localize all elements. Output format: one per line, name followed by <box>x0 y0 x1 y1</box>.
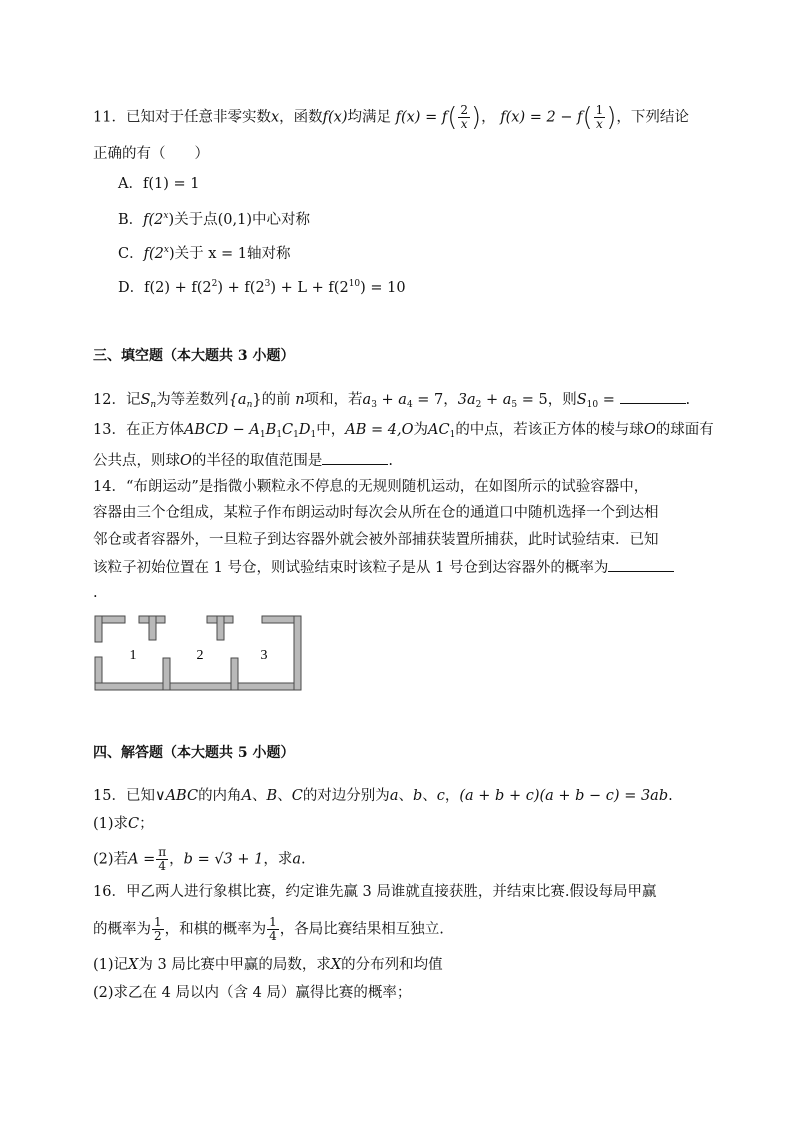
math: O <box>401 422 414 438</box>
q16-fraction-1 <box>152 916 164 943</box>
wall-t1-stem <box>149 616 156 640</box>
denominator: x <box>460 117 468 131</box>
math: AB = 4, <box>345 422 402 438</box>
text: 为等差数列 <box>156 392 229 408</box>
paren-close: ) <box>606 102 617 133</box>
wall-div2-lower <box>231 658 238 690</box>
math: ABCD − A <box>183 422 260 438</box>
q11-text: 均满足 <box>347 109 391 126</box>
option-text: )关于点(0,1)中心对称 <box>168 212 311 228</box>
q15-fraction <box>156 846 168 873</box>
math: S <box>576 392 587 408</box>
q15-part1 <box>93 814 154 834</box>
math: } <box>252 392 262 408</box>
wall-div1-lower <box>163 658 170 690</box>
sup: x <box>163 245 169 255</box>
math: C <box>282 422 294 438</box>
text: (2)若 <box>93 851 129 868</box>
text: 的内角 <box>198 788 242 804</box>
sub: 1 <box>449 430 456 440</box>
sub: 2 <box>475 400 482 410</box>
text: ，和棋的概率为 <box>164 921 267 938</box>
q13-answer-blank <box>322 450 388 465</box>
sub: 1 <box>259 430 266 440</box>
math: a <box>292 851 302 868</box>
sup: 3 <box>264 279 271 289</box>
q11-stem-line1 <box>93 104 689 131</box>
q15-line1 <box>93 786 673 806</box>
math: ) + L + f(2 <box>270 280 349 296</box>
text: 为 <box>413 422 428 438</box>
q14-line1: 14．“布朗运动”是指微小颗粒永不停息的无规则随机运动，在如图所示的试验容器中， <box>93 479 649 495</box>
room-label-3: 3 <box>260 648 268 663</box>
text: 、 <box>398 788 413 804</box>
math: b <box>412 788 423 804</box>
q16-part1 <box>93 955 443 975</box>
q16-part2: (2)求乙在 4 局以内（含 4 局）赢得比赛的概率； <box>93 985 412 1001</box>
denominator: 4 <box>158 859 167 873</box>
q16-fraction-2 <box>267 916 279 943</box>
math: S <box>140 392 151 408</box>
paren-close: ) <box>471 102 482 133</box>
text: ， <box>443 392 458 408</box>
room-label-1: 1 <box>129 648 137 663</box>
math: O <box>643 422 656 438</box>
sub: 4 <box>406 400 413 410</box>
text: 、 <box>252 788 267 804</box>
q11-var: x <box>270 109 280 126</box>
math: ) = 10 <box>360 280 406 296</box>
math: + a <box>481 392 512 408</box>
text: 公共点，则球 <box>93 453 180 469</box>
sub: 1 <box>293 430 299 440</box>
q14-answer-blank <box>608 557 674 572</box>
numerator: 1 <box>154 915 162 929</box>
wall-t2-stem <box>217 616 224 640</box>
text: (1)记 <box>93 957 129 973</box>
math: 3a <box>457 392 476 408</box>
text: 、 <box>422 788 437 804</box>
text: 12．记 <box>93 392 141 408</box>
q11-option-b <box>118 206 310 230</box>
q12-line <box>93 389 690 415</box>
math: A = <box>128 851 156 868</box>
text: ， <box>444 788 460 804</box>
math: C <box>128 816 140 832</box>
q11-stem-line2: 正确的有（ ） <box>93 146 209 162</box>
text: 的前 <box>261 392 291 408</box>
q11-text: ，下列结论 <box>616 109 689 126</box>
math: f(2 <box>143 246 164 262</box>
text: 的中点，若该正方体的棱与球 <box>455 422 644 438</box>
section4-title: 四、解答题（本大题共 5 小题） <box>93 745 295 761</box>
option-text: )关于 x = 1轴对称 <box>168 246 291 262</box>
text: 项和，若 <box>304 392 363 408</box>
separator: ， <box>481 109 496 126</box>
text: ，求 <box>263 851 293 868</box>
q11-option-d <box>118 274 406 298</box>
q14-line5: . <box>93 585 98 601</box>
numerator: 1 <box>269 915 277 929</box>
q13-line2 <box>93 450 393 471</box>
math: A <box>241 788 253 804</box>
text: 为 3 局比赛中甲赢的局数，求 <box>138 957 331 973</box>
text: 13．在正方体 <box>93 422 184 438</box>
text: 的球面有 <box>655 422 714 438</box>
section3-title: 三、填空题（本大题共 3 小题） <box>93 348 295 364</box>
q11-option-a: A．f(1) = 1 <box>118 176 200 192</box>
q16-line2 <box>93 916 444 943</box>
option-label: B． <box>118 212 144 228</box>
q12-answer-blank <box>620 389 686 404</box>
sub: 5 <box>511 400 518 410</box>
denominator: 4 <box>269 929 277 943</box>
math: n <box>295 392 305 408</box>
paren-open: ( <box>582 102 593 133</box>
math: a <box>362 392 372 408</box>
math: = 7 <box>412 392 444 408</box>
math: ∨ABC <box>154 788 199 804</box>
text: 的对边分别为 <box>302 788 390 804</box>
q14-line3: 邻仓或者容器外，一旦粒子到达容器外就会被外部捕获装置所捕获，此时试验结束．已知 <box>93 532 659 548</box>
text: ； <box>139 816 154 832</box>
wall-bottom <box>95 683 301 690</box>
option-label: C． <box>118 246 144 262</box>
sub: n <box>150 400 157 410</box>
q16-line1: 16．甲乙两人进行象棋比赛，约定谁先赢 3 局谁就直接获胜，并结束比赛.假设每局甲赢 <box>93 884 657 900</box>
q11-text: ，函数 <box>279 109 323 126</box>
text: 的分布列和均值 <box>341 957 443 973</box>
container-figure <box>92 613 304 693</box>
math: a <box>389 788 399 804</box>
math: f(2 <box>143 212 164 228</box>
math: c <box>436 788 445 804</box>
room-label-2: 2 <box>196 648 204 663</box>
q11-eq2-lhs: f(x) = 2 − f <box>500 109 583 126</box>
math: X <box>128 957 139 973</box>
q11-text: 11．已知对于任意非零实数 <box>93 109 271 126</box>
math: D <box>298 422 311 438</box>
q14-line4 <box>93 557 674 578</box>
text: 的半径的取值范围是 <box>191 453 323 469</box>
text: 的概率为 <box>93 921 151 938</box>
denominator: x <box>596 117 603 131</box>
text: . <box>668 788 673 804</box>
math: {a <box>228 392 247 408</box>
q15-part2 <box>93 846 306 873</box>
text: ，则 <box>547 392 577 408</box>
math: O <box>180 453 192 469</box>
denominator: 2 <box>154 929 162 943</box>
numerator: 1 <box>595 103 604 117</box>
q11-eq1-fraction <box>458 104 470 131</box>
math: (a + b + c)(a + b − c) = 3ab <box>459 788 669 804</box>
math: = 5 <box>517 392 548 408</box>
q13-line1 <box>93 420 714 445</box>
math: ) + f(2 <box>217 280 265 296</box>
text: . <box>388 453 393 469</box>
sup: x <box>163 211 169 221</box>
sub: 3 <box>371 400 377 410</box>
q14-line2: 容器由三个仓组成，某粒子作布朗运动时每次会从所在仓的通道口中随机选择一个到达相 <box>93 505 659 521</box>
math: b = √3 + 1 <box>183 851 264 868</box>
text: 中， <box>316 422 346 438</box>
q11-eq2-fraction <box>594 104 606 131</box>
q11-option-c <box>118 240 290 264</box>
text: . <box>301 851 306 868</box>
text: 、 <box>277 788 292 804</box>
math: + a <box>376 392 407 408</box>
q11-fx: f(x) <box>322 109 348 126</box>
q11-eq1-lhs: f(x) = f <box>395 109 448 126</box>
numerator: π <box>158 845 167 859</box>
text: (1)求 <box>93 816 129 832</box>
math: D．f(2) + f(2 <box>118 280 212 296</box>
sub: 1 <box>310 430 317 440</box>
wall-right <box>294 616 301 690</box>
math: B <box>266 788 278 804</box>
sub: n <box>246 400 253 410</box>
math: C <box>291 788 303 804</box>
sub: 1 <box>276 430 283 440</box>
math: AC <box>428 422 450 438</box>
text: . <box>685 392 691 408</box>
math: = <box>598 392 615 408</box>
sup: 10 <box>348 279 361 289</box>
wall-left <box>95 616 102 642</box>
sub: 10 <box>586 400 599 410</box>
text: ， <box>169 851 184 868</box>
text: 15．已知 <box>93 788 155 804</box>
paren-open: ( <box>447 102 458 133</box>
text: ，各局比赛结果相互独立. <box>279 921 444 938</box>
sup: 2 <box>211 279 218 289</box>
math: X <box>330 957 342 973</box>
math: B <box>265 422 277 438</box>
numerator: 2 <box>460 103 468 117</box>
text: 该粒子初始位置在 1 号仓，则试验结束时该粒子是从 1 号仓到达容器外的概率为 <box>93 560 609 576</box>
